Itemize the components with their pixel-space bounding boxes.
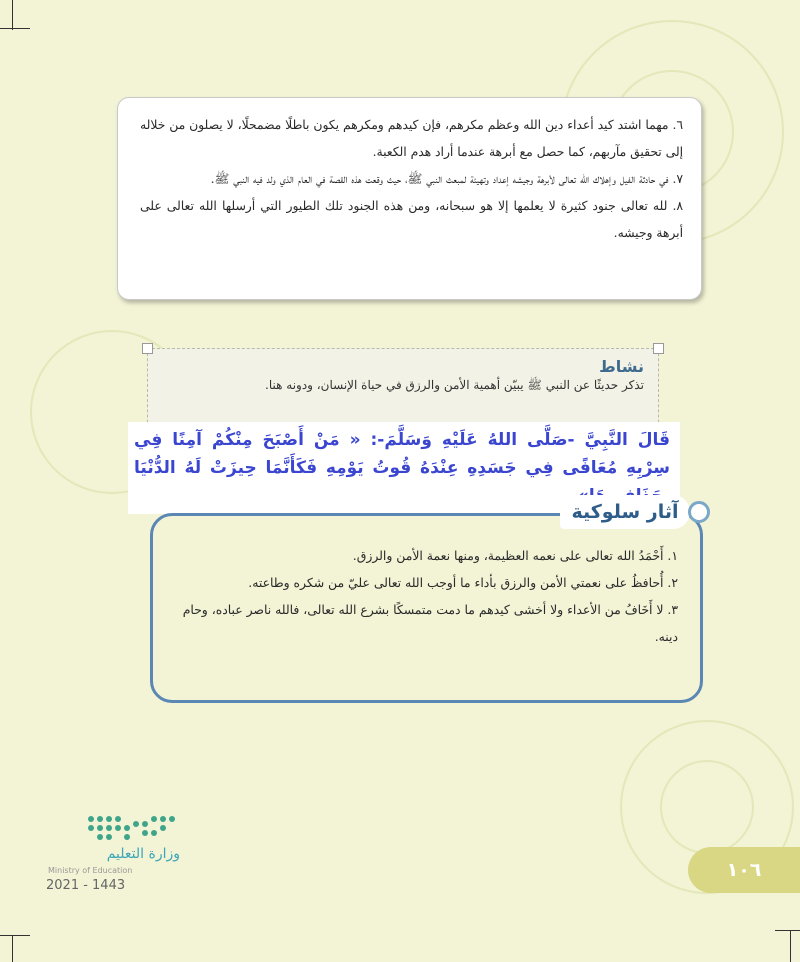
pin-icon — [653, 343, 664, 354]
crop-mark — [790, 930, 791, 962]
crop-mark — [775, 930, 800, 931]
ministry-name-ar: وزارة التعليم — [106, 846, 180, 862]
page-number: ١٠٦ — [688, 847, 800, 893]
activity-text: تذكر حديثًا عن النبي ﷺ يبيّن أهمية الأمن والرزق في حياة الإنسان، ودونه هنا. — [265, 378, 644, 392]
edition-year: 2021 - 1443 — [46, 878, 126, 893]
crop-mark — [12, 935, 13, 962]
ornament — [660, 760, 754, 854]
lesson-item: ٨. لله تعالى جنود كثيرة لا يعلمها إلا هو سبحانه، ومن هذه الجنود تلك الطيور التي أرسلها الله تعالى على أبرهة وجيشه. — [140, 199, 683, 240]
behavior-item: ٢. أُحافظُ على نعمتي الأمن والرزق بأداء ما أوجب الله تعالى عليّ من شكره وطاعته. — [248, 575, 678, 590]
crop-mark — [12, 0, 13, 30]
hadith-text: قَالَ النَّبِيَّ -صَلَّى اللهُ عَلَيْهِ وَسَلَّمَ-: « مَنْ أَصْبَحَ مِنْكُمْ آمِنًا فِي سِرْبِهِ مُعَافًى فِي جَسَدِهِ عِنْدَهُ قُوتُ يَوْمِهِ فَكَأَنَّمَا حِيزَتْ لَهُ الدُّنْيَا — [128, 422, 680, 514]
activity-title: نشاط — [599, 357, 644, 376]
ministry-logo — [40, 812, 180, 902]
ministry-name-en: Ministry of Education — [48, 866, 133, 875]
behavior-item: ١. أَحْمَدُ الله تعالى على نعمه العظيمة، ومنها نعمة الأمن والرزق. — [352, 548, 678, 563]
crop-mark — [0, 28, 30, 29]
lessons-box — [117, 97, 702, 300]
behavior-box — [150, 513, 703, 703]
pin-icon — [142, 343, 153, 354]
behavior-item: ٣. لا أَخَافُ من الأعداء ولا أخشى كيدهم ما دمت متمسكًا بشرع الله تعالى، فالله ناصر عباده، وحام دينه. — [182, 602, 678, 644]
bullet-icon — [688, 501, 710, 523]
behavior-label: آثار سلوكية — [560, 495, 690, 529]
crop-mark — [0, 935, 30, 936]
lesson-item: ٦. مهما اشتد كيد أعداء دين الله وعظم مكرهم، فإن كيدهم ومكرهم يكون باطلًا مضمحلًا، لا يصلون من خلاله إلى تحقيق مآربهم، كما حصل مع أبرهة عندما أراد هدم الكعبة. — [140, 118, 683, 159]
lesson-item: ٧. في حادثة الفيل وإهلاك الله تعالى لأبرهة وجيشه إعداد وتهيئة لمبعث النبي ﷺ، حيث وقعت هذه القصة في العام الذي ولد فيه النبي ﷺ. — [210, 172, 683, 186]
logo-dots-icon — [88, 812, 180, 842]
